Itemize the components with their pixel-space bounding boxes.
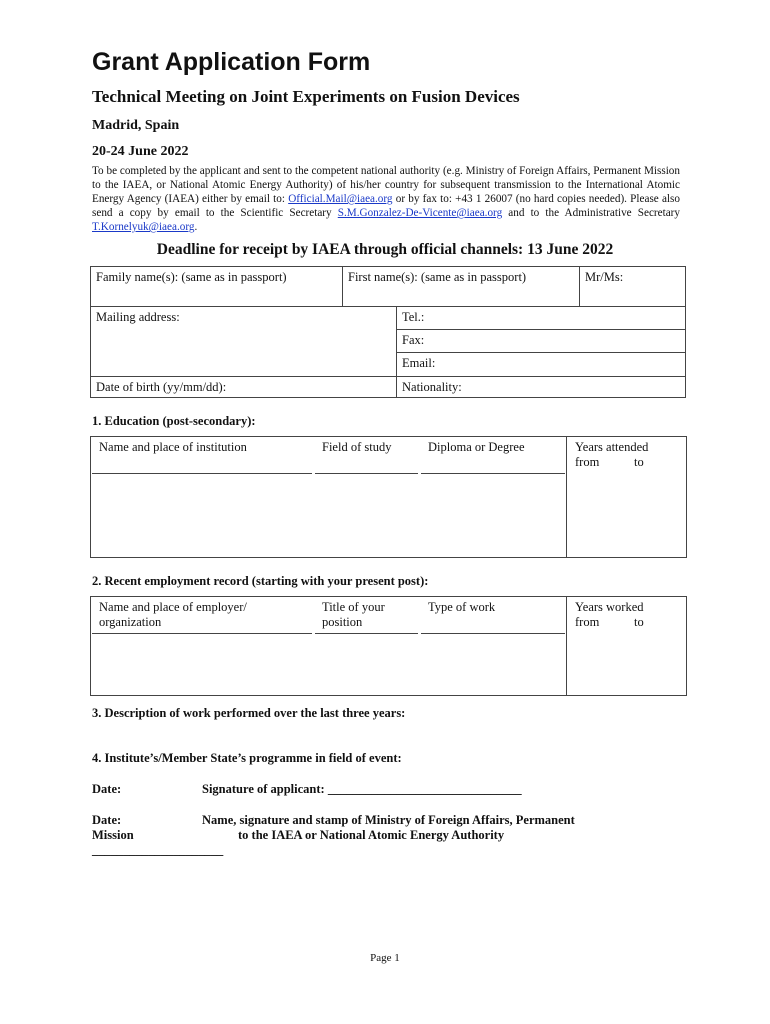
edu-col-institution: Name and place of institution [99,440,247,454]
scientific-secretary-email-link[interactable]: S.M.Gonzalez-De-Vicente@iaea.org [337,207,503,219]
mailing-address-label: Mailing address: [96,310,180,324]
tel-field[interactable] [396,306,686,330]
date-label-applicant: Date: [92,782,122,796]
deadline-notice: Deadline for receipt by IAEA through official channels: 13 June 2022 [156,241,614,258]
edu-to-label: to [634,455,644,469]
dob-field[interactable] [90,376,397,398]
date-label-ministry: Date: [92,813,122,827]
dob-label: Date of birth (yy/mm/dd): [96,380,227,394]
applicant-signature-line[interactable]: Signature of applicant: _______________________________ [202,782,522,796]
edu-col-diploma: Diploma or Degree [428,440,525,454]
intro-text-4: . [194,221,198,233]
ministry-signature-text-2: to the IAEA or National Atomic Energy Authority [238,828,505,842]
emp-col-type: Type of work [428,600,496,614]
edu-from-label: from [575,455,600,469]
intro-text-2: or by fax to: +43 1 26007 (no hard copies needed). Please also send a copy by email to the Scientific Secretary [92,193,680,219]
mr-ms-field[interactable] [579,266,686,307]
intro-text-1: To be completed by the applicant and sent to the competent national authority (e.g. Ministry of Foreign Affairs, Permanent Mission to the IAEA, or National Atomic Energy Authority) of his/her country for subsequent transmission to the International Atomic Energy Agency (IAEA) either by email to: [92,165,680,205]
emp-col-title: Title of your [322,600,385,614]
mr-ms-label: Mr/Ms: [585,270,624,284]
work-description-heading: 3. Description of work performed over the last three years: [92,706,406,720]
education-heading: 1. Education (post-secondary): [92,414,256,428]
first-name-label: First name(s): (same as in passport) [348,270,527,284]
nationality-label: Nationality: [402,380,462,394]
emp-from-label: from [575,615,600,629]
nationality-field[interactable] [396,376,686,398]
intro-paragraph [92,164,680,234]
meeting-location: Madrid, Spain [92,118,180,133]
employment-heading: 2. Recent employment record (starting with your present post): [92,574,429,588]
family-name-field[interactable] [90,266,343,307]
email-field[interactable] [396,352,686,377]
mailing-address-field[interactable] [90,306,397,377]
edu-col-field: Field of study [322,440,392,454]
emp-col-position: position [322,615,363,629]
form-title: Grant Application Form [92,48,371,76]
meeting-dates: 20-24 June 2022 [92,144,189,159]
mission-label: Mission [92,828,134,842]
ministry-signature-text-1: Name, signature and stamp of Ministry of Foreign Affairs, Permanent [202,813,575,827]
page-number: Page 1 [370,952,400,964]
official-mail-link[interactable]: Official.Mail@iaea.org [288,193,393,205]
edu-col-years: Years attended [575,440,649,454]
emp-col-employer: Name and place of employer/ [99,600,247,614]
emp-col-organization: organization [99,615,162,629]
family-name-label: Family name(s): (same as in passport) [96,270,287,284]
emp-to-label: to [634,615,644,629]
ministry-signature-line[interactable]: _____________________ [92,843,224,857]
meeting-subtitle: Technical Meeting on Joint Experiments on Fusion Devices [92,87,520,106]
email-label: Email: [402,356,436,370]
intro-text-3: and to the Administrative Secretary [502,207,681,219]
admin-secretary-email-link[interactable]: T.Kornelyuk@iaea.org [92,221,195,233]
employment-entry-area[interactable] [92,636,684,693]
fax-label: Fax: [402,333,425,347]
education-entry-area[interactable] [92,476,684,555]
first-name-field[interactable] [342,266,580,307]
emp-col-years: Years worked [575,600,644,614]
fax-field[interactable] [396,329,686,353]
tel-label: Tel.: [402,310,425,324]
programme-heading: 4. Institute’s/Member State’s programme in field of event: [92,751,402,765]
